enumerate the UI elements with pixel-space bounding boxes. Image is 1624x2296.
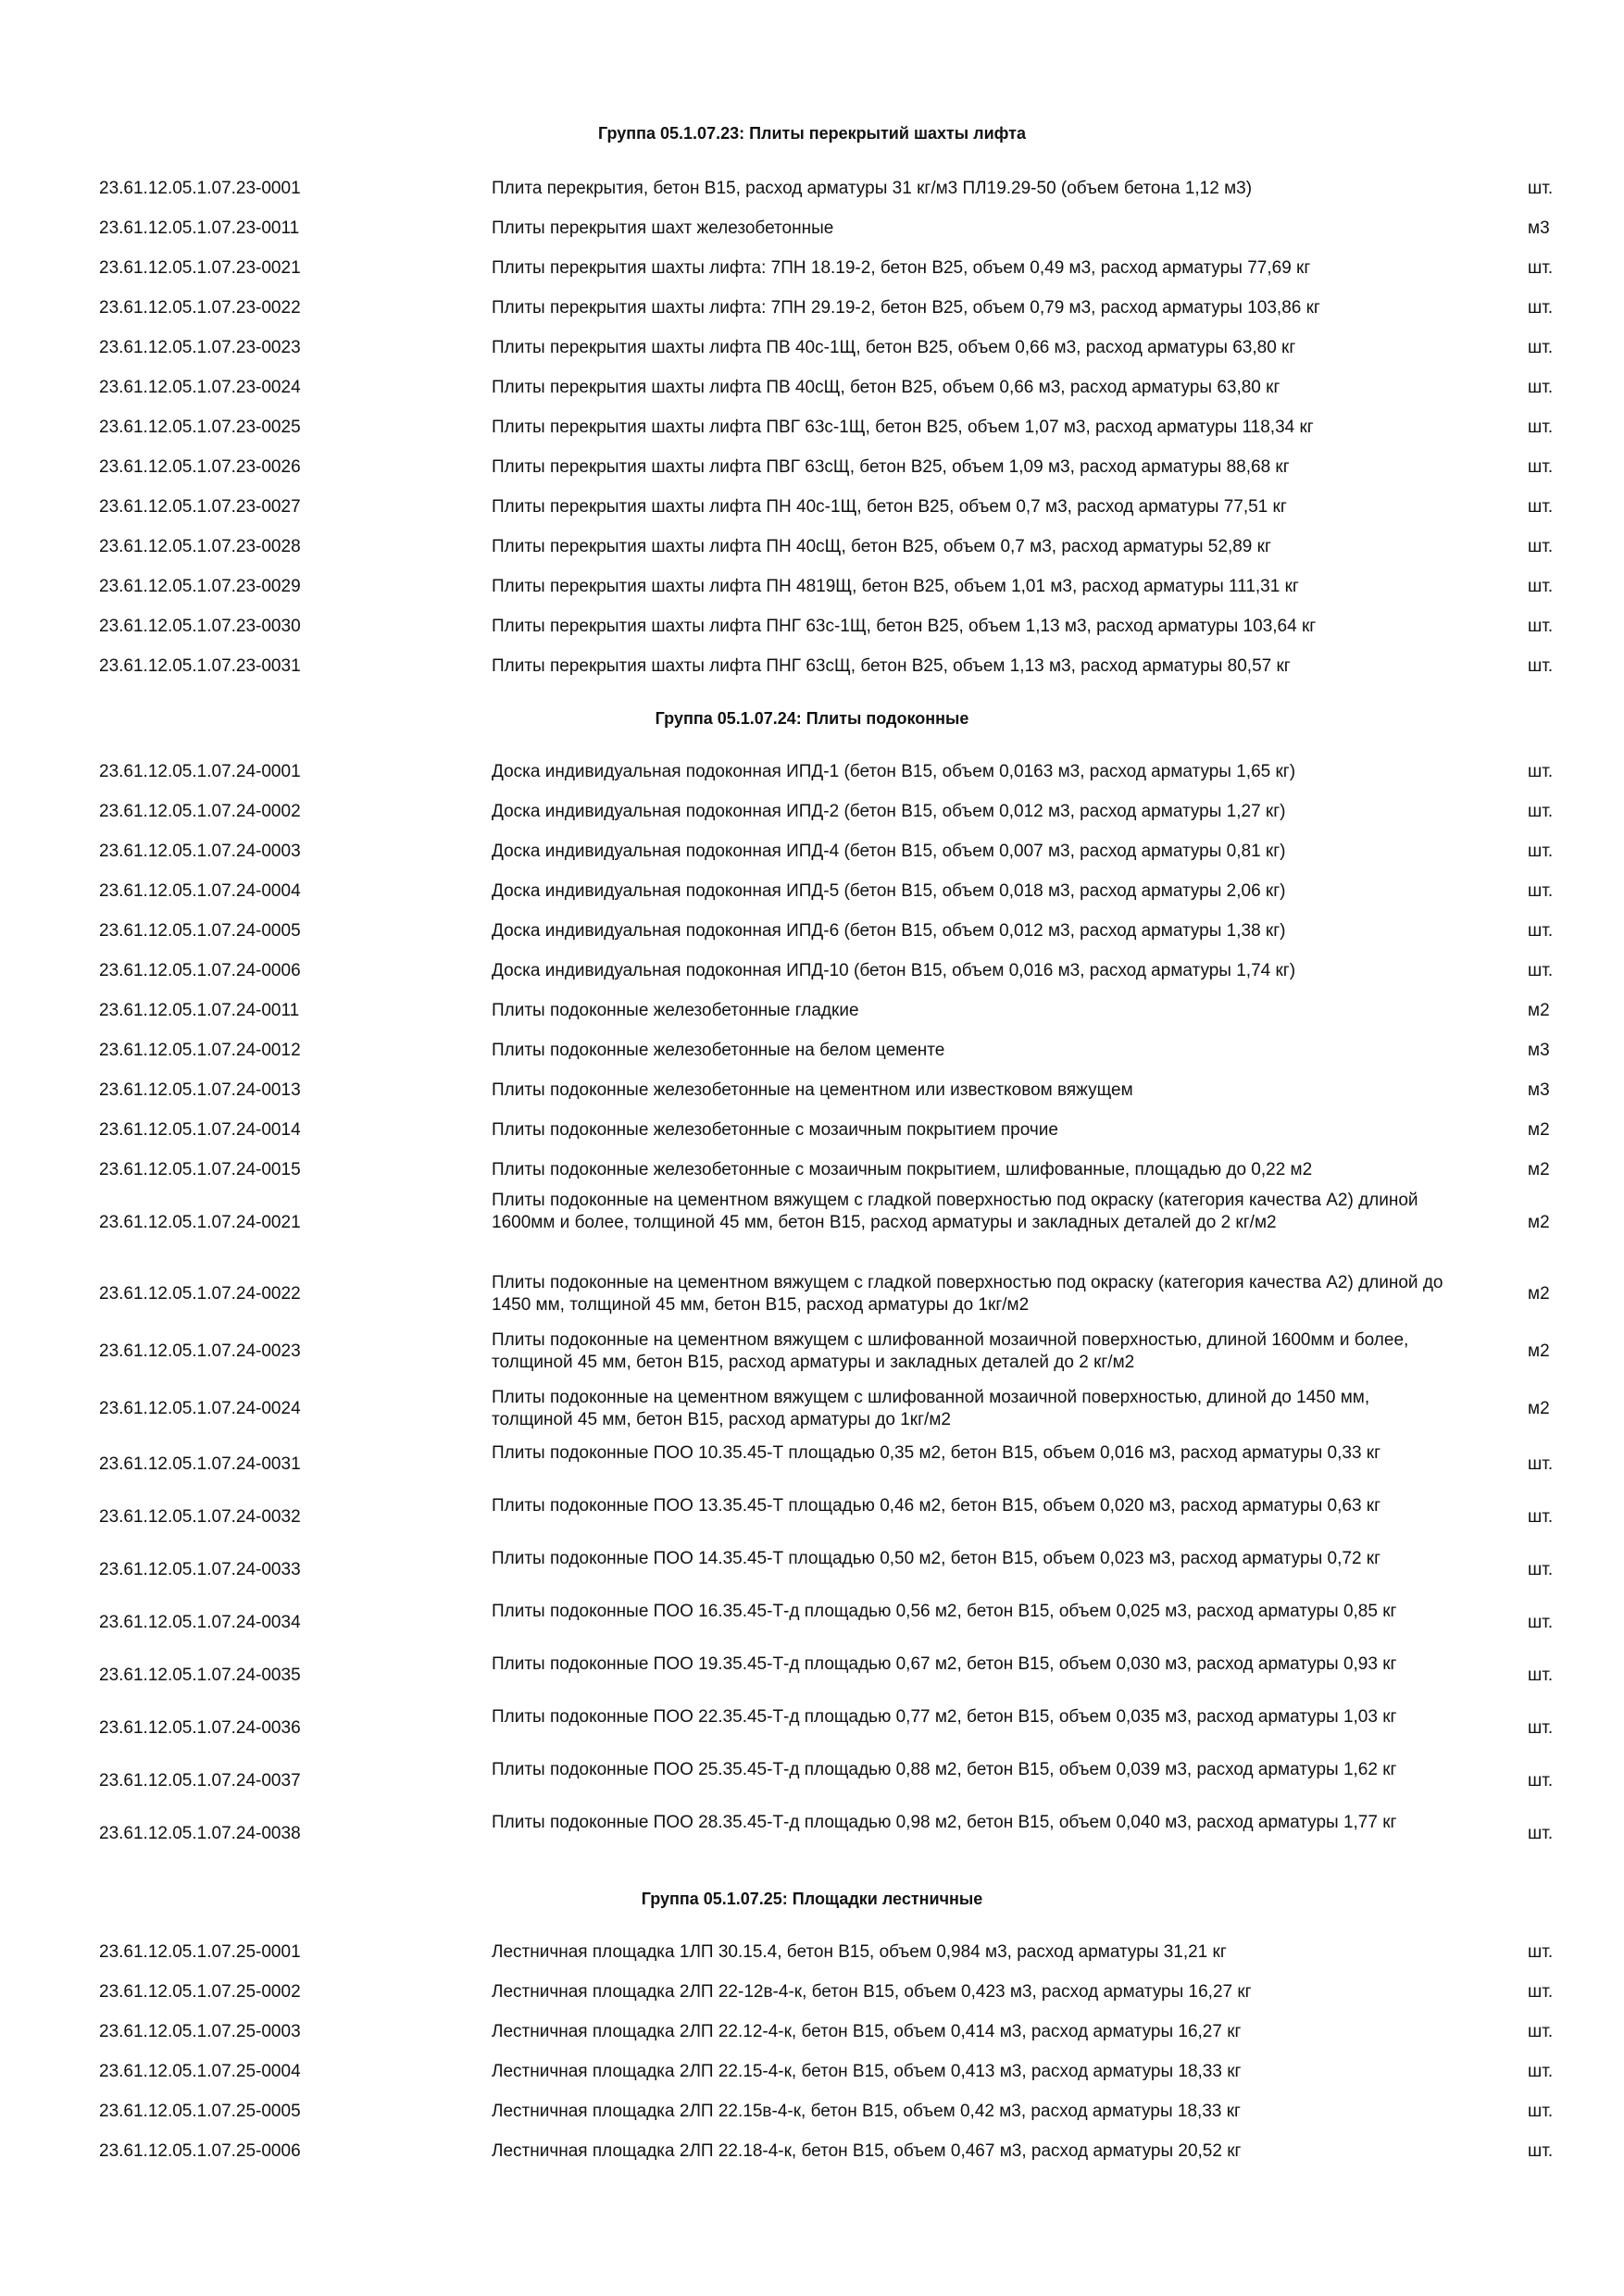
row-name: Плиты подоконные ПОО 10.35.45-Т площадью 0,35 м2, бетон В15, объем 0,016 м3, расход арматуры 0,33 кг bbox=[492, 1443, 1381, 1463]
row-code: 23.61.12.05.1.07.25-0001 bbox=[99, 1942, 301, 1962]
row-code: 23.61.12.05.1.07.24-0036 bbox=[99, 1718, 301, 1738]
row-name: Плиты перекрытия шахты лифта ПВ 40с-1Щ, бетон В25, объем 0,66 м3, расход арматуры 63,80 кг bbox=[492, 338, 1296, 357]
row-name: Плиты подоконные железобетонные гладкие bbox=[492, 1001, 859, 1020]
row-unit: шт. bbox=[1528, 2022, 1554, 2041]
row-name: Лестничная площадка 1ЛП 30.15.4, бетон В15, объем 0,984 м3, расход арматуры 31,21 кг bbox=[492, 1942, 1227, 1962]
row-unit: шт. bbox=[1528, 1942, 1554, 1962]
row-name: Плиты подоконные железобетонные с мозаичным покрытием, шлифованные, площадью до 0,22 м2 bbox=[492, 1160, 1313, 1179]
row-code: 23.61.12.05.1.07.24-0006 bbox=[99, 961, 301, 980]
row-name: Плиты перекрытия шахты лифта ПВ 40сЩ, бетон В25, объем 0,66 м3, расход арматуры 63,80 кг bbox=[492, 378, 1280, 397]
row-code: 23.61.12.05.1.07.24-0033 bbox=[99, 1560, 301, 1579]
row-name: Плиты перекрытия шахты лифта: 7ПН 18.19-2, бетон В25, объем 0,49 м3, расход арматуры 77,69 кг bbox=[492, 258, 1311, 278]
row-unit: шт. bbox=[1528, 338, 1554, 357]
row-code: 23.61.12.05.1.07.24-0004 bbox=[99, 881, 301, 901]
row-unit: шт. bbox=[1528, 1824, 1554, 1843]
row-unit: шт. bbox=[1528, 537, 1554, 556]
row-code: 23.61.12.05.1.07.23-0025 bbox=[99, 418, 301, 437]
row-unit: шт. bbox=[1528, 656, 1554, 676]
row-name: Плиты подоконные ПОО 14.35.45-Т площадью 0,50 м2, бетон В15, объем 0,023 м3, расход арматуры 0,72 кг bbox=[492, 1549, 1381, 1568]
row-name: Плиты перекрытия шахты лифта ПН 40с-1Щ, бетон В25, объем 0,7 м3, расход арматуры 77,51 кг bbox=[492, 497, 1287, 517]
row-unit: шт. bbox=[1528, 1666, 1554, 1685]
group-title: Группа 05.1.07.23: Плиты перекрытий шахты лифта bbox=[597, 124, 1026, 143]
row-unit: шт. bbox=[1528, 577, 1554, 596]
row-name: Плиты подоконные железобетонные с мозаичным покрытием прочие bbox=[492, 1120, 1058, 1140]
row-name: Доска индивидуальная подоконная ИПД-6 (бетон В15, объем 0,012 м3, расход арматуры 1,38 кг) bbox=[492, 921, 1286, 941]
row-unit: м2 bbox=[1528, 1120, 1550, 1140]
row-code: 23.61.12.05.1.07.23-0031 bbox=[99, 656, 301, 676]
row-code: 23.61.12.05.1.07.24-0031 bbox=[99, 1454, 301, 1474]
row-code: 23.61.12.05.1.07.24-0021 bbox=[99, 1213, 301, 1232]
row-code: 23.61.12.05.1.07.23-0026 bbox=[99, 457, 301, 477]
row-unit: шт. bbox=[1528, 842, 1554, 861]
row-name: Лестничная площадка 2ЛП 22.15в-4-к, бетон В15, объем 0,42 м3, расход арматуры 18,33 кг bbox=[492, 2102, 1241, 2121]
group-title: Группа 05.1.07.24: Плиты подоконные bbox=[655, 709, 969, 728]
row-code: 23.61.12.05.1.07.25-0006 bbox=[99, 2141, 301, 2161]
row-unit: м2 bbox=[1528, 1213, 1550, 1232]
row-name: Плиты подоконные на цементном вяжущем с гладкой поверхностью под окраску (категория качества А2) длиной до 1450 мм, толщиной 45 мм, бетон В15, расход арматуры до 1кг/м2 bbox=[492, 1273, 1443, 1315]
row-code: 23.61.12.05.1.07.24-0015 bbox=[99, 1160, 301, 1179]
row-code: 23.61.12.05.1.07.24-0023 bbox=[99, 1341, 301, 1361]
group-title: Группа 05.1.07.25: Площадки лестничные bbox=[641, 1890, 983, 1908]
row-code: 23.61.12.05.1.07.24-0011 bbox=[99, 1001, 300, 1020]
row-name: Плиты перекрытия шахты лифта ПНГ 63сЩ, бетон В25, объем 1,13 м3, расход арматуры 80,57 кг bbox=[492, 656, 1291, 676]
row-name: Плиты перекрытия шахты лифта ПН 40сЩ, бетон В25, объем 0,7 м3, расход арматуры 52,89 кг bbox=[492, 537, 1271, 556]
row-name: Плиты подоконные ПОО 19.35.45-Т-д площадью 0,67 м2, бетон В15, объем 0,030 м3, расход арматуры 0,93 кг bbox=[492, 1654, 1397, 1674]
row-name: Плиты подоконные железобетонные на белом цементе bbox=[492, 1041, 945, 1060]
row-unit: шт. bbox=[1528, 378, 1554, 397]
row-code: 23.61.12.05.1.07.23-0024 bbox=[99, 378, 301, 397]
row-unit: м3 bbox=[1528, 1080, 1550, 1100]
row-name: Плиты перекрытия шахты лифта: 7ПН 29.19-2, бетон В25, объем 0,79 м3, расход арматуры 103,86 кг bbox=[492, 298, 1320, 318]
row-name: Плиты перекрытия шахты лифта ПВГ 63сЩ, бетон В25, объем 1,09 м3, расход арматуры 88,68 кг bbox=[492, 457, 1290, 477]
row-name: Плиты подоконные ПОО 28.35.45-Т-д площадью 0,98 м2, бетон В15, объем 0,040 м3, расход арматуры 1,77 кг bbox=[492, 1813, 1397, 1832]
row-code: 23.61.12.05.1.07.23-0001 bbox=[99, 179, 301, 198]
row-code: 23.61.12.05.1.07.23-0011 bbox=[99, 218, 300, 238]
row-unit: шт. bbox=[1528, 457, 1554, 477]
row-unit: шт. bbox=[1528, 1718, 1554, 1738]
row-code: 23.61.12.05.1.07.23-0023 bbox=[99, 338, 301, 357]
row-unit: шт. bbox=[1528, 1507, 1554, 1527]
row-unit: м3 bbox=[1528, 1041, 1550, 1060]
row-code: 23.61.12.05.1.07.24-0014 bbox=[99, 1120, 301, 1140]
row-unit: шт. bbox=[1528, 762, 1554, 781]
row-name: Плиты подоконные ПОО 13.35.45-Т площадью 0,46 м2, бетон В15, объем 0,020 м3, расход арматуры 0,63 кг bbox=[492, 1496, 1381, 1516]
row-code: 23.61.12.05.1.07.24-0037 bbox=[99, 1771, 301, 1791]
row-unit: шт. bbox=[1528, 418, 1554, 437]
row-name: Плиты подоконные на цементном вяжущем с шлифованной мозаичной поверхностью, длиной до 1450 мм, толщиной 45 мм, бетон В15, расход арматуры до 1кг/м2 bbox=[492, 1388, 1370, 1429]
row-code: 23.61.12.05.1.07.24-0032 bbox=[99, 1507, 301, 1527]
row-unit: шт. bbox=[1528, 921, 1554, 941]
row-unit: шт. bbox=[1528, 2102, 1554, 2121]
row-code: 23.61.12.05.1.07.23-0022 bbox=[99, 298, 301, 318]
row-unit: шт. bbox=[1528, 961, 1554, 980]
row-unit: шт. bbox=[1528, 1771, 1554, 1791]
row-name: Плиты перекрытия шахт железобетонные bbox=[492, 218, 834, 238]
row-unit: шт. bbox=[1528, 258, 1554, 278]
row-name: Плита перекрытия, бетон В15, расход арматуры 31 кг/м3 ПЛ19.29-50 (объем бетона 1,12 м3) bbox=[492, 179, 1253, 198]
row-code: 23.61.12.05.1.07.24-0001 bbox=[99, 762, 301, 781]
row-name: Лестничная площадка 2ЛП 22.18-4-к, бетон В15, объем 0,467 м3, расход арматуры 20,52 кг bbox=[492, 2141, 1242, 2161]
row-name: Плиты подоконные ПОО 16.35.45-Т-д площадью 0,56 м2, бетон В15, объем 0,025 м3, расход арматуры 0,85 кг bbox=[492, 1602, 1397, 1621]
row-code: 23.61.12.05.1.07.23-0021 bbox=[99, 258, 301, 278]
row-code: 23.61.12.05.1.07.23-0028 bbox=[99, 537, 301, 556]
row-unit: шт. bbox=[1528, 298, 1554, 318]
row-code: 23.61.12.05.1.07.24-0024 bbox=[99, 1399, 301, 1418]
row-name: Доска индивидуальная подоконная ИПД-5 (бетон В15, объем 0,018 м3, расход арматуры 2,06 кг) bbox=[492, 881, 1286, 901]
row-name: Доска индивидуальная подоконная ИПД-1 (бетон В15, объем 0,0163 м3, расход арматуры 1,65 кг) bbox=[492, 762, 1296, 781]
row-code: 23.61.12.05.1.07.24-0038 bbox=[99, 1824, 301, 1843]
row-unit: шт. bbox=[1528, 2062, 1554, 2081]
row-code: 23.61.12.05.1.07.23-0027 bbox=[99, 497, 301, 517]
row-code: 23.61.12.05.1.07.24-0013 bbox=[99, 1080, 301, 1100]
row-code: 23.61.12.05.1.07.25-0004 bbox=[99, 2062, 301, 2081]
row-code: 23.61.12.05.1.07.24-0022 bbox=[99, 1284, 301, 1304]
row-code: 23.61.12.05.1.07.24-0003 bbox=[99, 842, 301, 861]
row-unit: м2 bbox=[1528, 1399, 1550, 1418]
row-unit: шт. bbox=[1528, 617, 1554, 636]
row-unit: шт. bbox=[1528, 881, 1554, 901]
row-name: Плиты перекрытия шахты лифта ПНГ 63с-1Щ, бетон В25, объем 1,13 м3, расход арматуры 103,64 кг bbox=[492, 617, 1317, 636]
row-code: 23.61.12.05.1.07.25-0005 bbox=[99, 2102, 301, 2121]
row-unit: шт. bbox=[1528, 1982, 1554, 2002]
row-name: Плиты подоконные на цементном вяжущем с гладкой поверхностью под окраску (категория качества А2) длиной 1600мм и более, толщиной 45 мм, бетон В15, расход арматуры и закладных деталей до 2 кг/м2 bbox=[492, 1191, 1418, 1232]
row-unit: м2 bbox=[1528, 1341, 1550, 1361]
row-code: 23.61.12.05.1.07.24-0034 bbox=[99, 1613, 301, 1632]
row-unit: шт. bbox=[1528, 1613, 1554, 1632]
row-name: Доска индивидуальная подоконная ИПД-10 (бетон В15, объем 0,016 м3, расход арматуры 1,74 кг) bbox=[492, 961, 1296, 980]
row-code: 23.61.12.05.1.07.25-0003 bbox=[99, 2022, 301, 2041]
row-name: Доска индивидуальная подоконная ИПД-2 (бетон В15, объем 0,012 м3, расход арматуры 1,27 кг) bbox=[492, 802, 1286, 821]
row-unit: шт. bbox=[1528, 2141, 1554, 2161]
row-unit: м2 bbox=[1528, 1160, 1550, 1179]
row-unit: шт. bbox=[1528, 179, 1554, 198]
row-unit: шт. bbox=[1528, 1454, 1554, 1474]
row-name: Доска индивидуальная подоконная ИПД-4 (бетон В15, объем 0,007 м3, расход арматуры 0,81 кг) bbox=[492, 842, 1286, 861]
row-name: Плиты подоконные ПОО 22.35.45-Т-д площадью 0,77 м2, бетон В15, объем 0,035 м3, расход арматуры 1,03 кг bbox=[492, 1707, 1397, 1727]
row-unit: м2 bbox=[1528, 1284, 1550, 1304]
row-name: Плиты подоконные железобетонные на цементном или известковом вяжущем bbox=[492, 1080, 1133, 1100]
row-name: Плиты подоконные на цементном вяжущем с шлифованной мозаичной поверхностью, длиной 1600мм и более, толщиной 45 мм, бетон В15, расход арматуры и закладных деталей до 2 кг/м2 bbox=[492, 1330, 1409, 1372]
row-name: Плиты перекрытия шахты лифта ПВГ 63с-1Щ, бетон В25, объем 1,07 м3, расход арматуры 118,34 кг bbox=[492, 418, 1314, 437]
row-name: Лестничная площадка 2ЛП 22.15-4-к, бетон В15, объем 0,413 м3, расход арматуры 18,33 кг bbox=[492, 2062, 1242, 2081]
row-code: 23.61.12.05.1.07.25-0002 bbox=[99, 1982, 301, 2002]
row-unit: шт. bbox=[1528, 497, 1554, 517]
row-unit: шт. bbox=[1528, 1560, 1554, 1579]
row-name: Лестничная площадка 2ЛП 22.12-4-к, бетон В15, объем 0,414 м3, расход арматуры 16,27 кг bbox=[492, 2022, 1242, 2041]
row-code: 23.61.12.05.1.07.24-0035 bbox=[99, 1666, 301, 1685]
row-name: Плиты перекрытия шахты лифта ПН 4819Щ, бетон В25, объем 1,01 м3, расход арматуры 111,31 кг bbox=[492, 577, 1299, 596]
row-code: 23.61.12.05.1.07.23-0030 bbox=[99, 617, 301, 636]
row-unit: м3 bbox=[1528, 218, 1550, 238]
row-code: 23.61.12.05.1.07.24-0005 bbox=[99, 921, 301, 941]
row-code: 23.61.12.05.1.07.24-0002 bbox=[99, 802, 301, 821]
row-name: Плиты подоконные ПОО 25.35.45-Т-д площадью 0,88 м2, бетон В15, объем 0,039 м3, расход арматуры 1,62 кг bbox=[492, 1760, 1397, 1779]
row-code: 23.61.12.05.1.07.23-0029 bbox=[99, 577, 301, 596]
row-unit: шт. bbox=[1528, 802, 1554, 821]
row-name: Лестничная площадка 2ЛП 22-12в-4-к, бетон В15, объем 0,423 м3, расход арматуры 16,27 кг bbox=[492, 1982, 1252, 2002]
row-unit: м2 bbox=[1528, 1001, 1550, 1020]
row-code: 23.61.12.05.1.07.24-0012 bbox=[99, 1041, 301, 1060]
